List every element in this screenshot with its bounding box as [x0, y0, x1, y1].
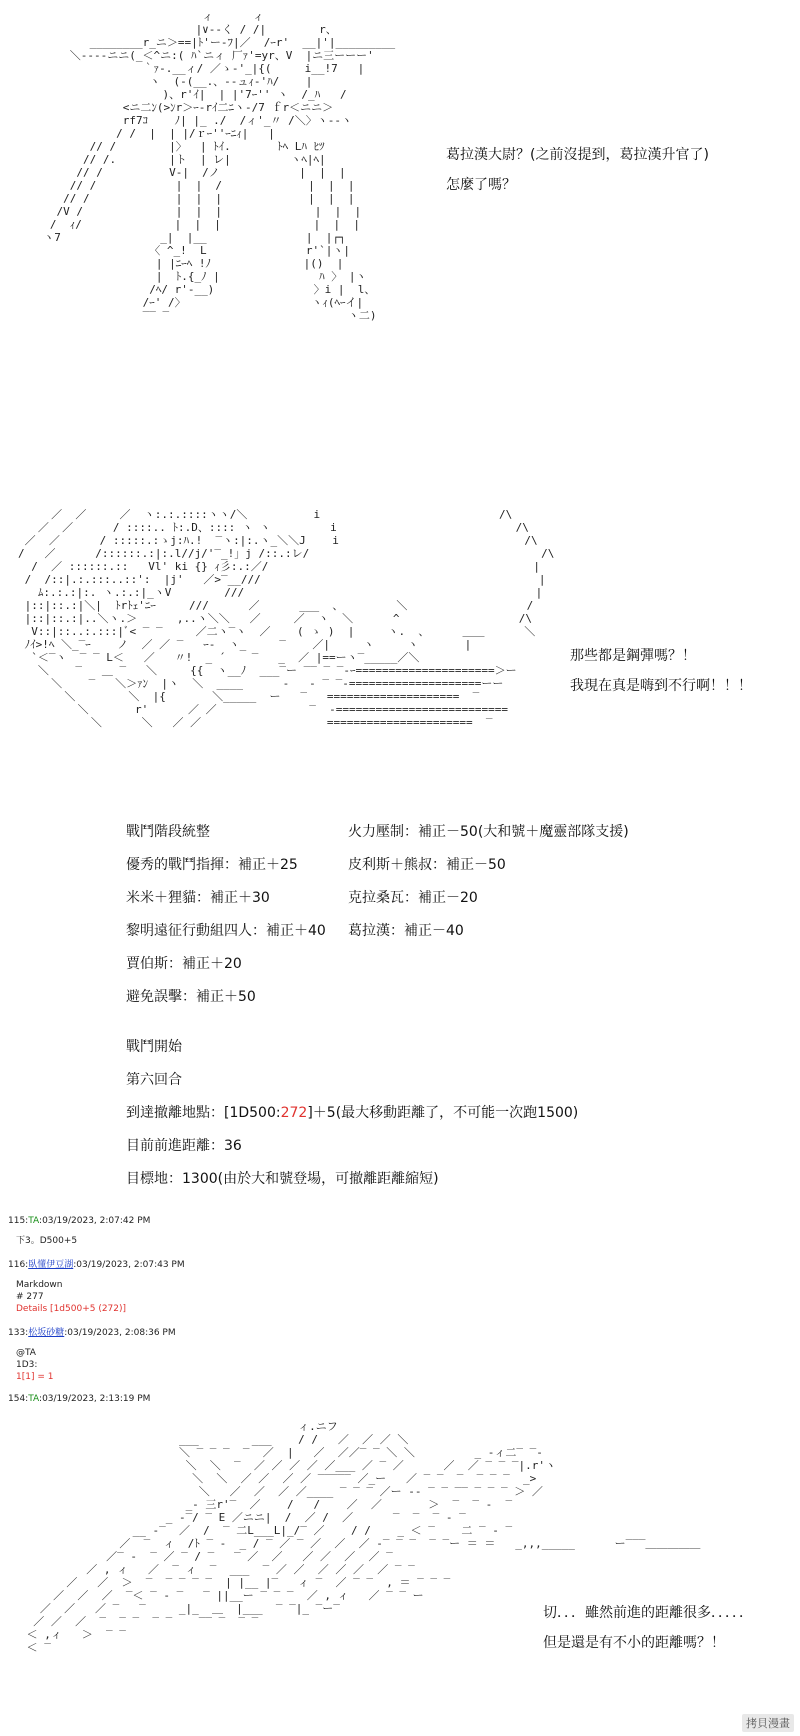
panel3-dialog: [543, 1598, 753, 1658]
battle-summary-title: 戰鬥階段統整: [126, 824, 210, 840]
move-suffix: ]＋5(最大移動距離了，不可能一次跑1500): [307, 1105, 579, 1121]
post-body: [16, 1279, 185, 1315]
battle-summary-right: [348, 816, 629, 948]
post-line: # 277: [16, 1292, 44, 1302]
bonus-line: 避免誤擊：補正＋50: [126, 989, 256, 1005]
dialog-line: 我現在真是嗨到不行啊！！！: [570, 678, 752, 694]
post-header: [8, 1215, 150, 1227]
bonus-line: 賈伯斯：補正＋20: [126, 956, 242, 972]
battle-status: [126, 1031, 578, 1196]
post-date: :03/19/2023, 2:13:19 PM: [39, 1394, 151, 1404]
post-116: [8, 1259, 185, 1315]
penalty-line: 克拉桑瓦：補正－20: [348, 890, 478, 906]
post-number: 133:: [8, 1328, 29, 1338]
distance-line: 目前前進距離：36: [126, 1138, 242, 1154]
post-number: 116:: [8, 1260, 29, 1270]
battle-summary-left: [126, 816, 326, 1014]
penalty-line: 皮利斯＋熊叔：補正－50: [348, 857, 506, 873]
post-133: [8, 1327, 176, 1383]
watermark: 拷貝漫畫: [742, 1714, 794, 1732]
post-header: [8, 1259, 185, 1271]
ascii-art-missile-scene: ／ ／ ／ ヽ:.:.::::ヽヽ/＼ i /\ ／ ／ / ::::.. ﾄ:.D、:::: ヽ ヽ i /\ ／ ／ / :::::.:ゝj:ﾊ.! ‾ヽ:|:.ヽ_＼＼J i /\ / ／ /::::::.:|:.l//j/'‾_!」j /::.:レ/ /\ / ／ ::::::.:: Vl' ki {} ｨ彡:.:／/ | / /::|.:.:::..::': |j' ／>‾__/// | ﾑ:.:.:|:. ヽ.:.:|_ヽV /// | |::|::.:|＼| ﾄrﾄｪ'ﾆｰ /// ／ ___ 、 ＼ / |::|::.:|..＼ヽ.＞ ,..ヽ＼＼ ／ ／ ヽ ＼ ^ /\ V::|::..:.:::|ﾞ< ‾ ‾ ／二ヽ‾ヽ ／ ( ゝ ) | ヽ. 、 ＿＿ ＼ ﾉｲ>!ﾍ ＼_‾ｰ ノ ／ ／ ‾ ｰ- ヽ_ ‾ ／| ヽ ヽ | `＜‾ヽ ‾ ‾ L＜ ／ 〃! _ ´ ‾ _ ／ |==ーヽ‾_____／＼ ＼ ‾ ＿ ‾ ＼ {{ ヽ__ﾉ ___‾ー ‾‾ ‾ ‾-ｰ=====================＞ー ＼ ‾ ＼＞ｧﾝ |ヽ ＼ ____ - - ‾ ‾-====================ーー ＼ ＼ |{ ＼_____ ー ‾ ==================== ‾ ＼ r' ／ ／ ‾ -========================== ＼ ＼ ／ ／ ====================== ‾: [18, 508, 555, 729]
post-line: Markdown: [16, 1280, 63, 1290]
post-header: [8, 1327, 176, 1339]
post-author-link[interactable]: 臥懂伊豆湖: [28, 1260, 74, 1270]
battle-start: 戰鬥開始: [126, 1039, 182, 1055]
post-date: :03/19/2023, 2:08:36 PM: [64, 1328, 176, 1338]
dialog-line: 那些都是鋼彈嗎？！: [570, 648, 696, 664]
bonus-line: 米米＋狸貓：補正＋30: [126, 890, 270, 906]
move-roll-line: [126, 1097, 578, 1130]
post-author-link[interactable]: 松坂砂糖: [28, 1328, 65, 1338]
dice-result: 1[1] = 1: [16, 1372, 54, 1382]
dialog-line: 葛拉漢大尉？(之前沒提到，葛拉漢升官了): [446, 147, 709, 163]
post-115: [8, 1215, 150, 1247]
round-label: 第六回合: [126, 1072, 182, 1088]
post-number: 154:: [8, 1394, 29, 1404]
post-date: :03/19/2023, 2:07:42 PM: [39, 1216, 151, 1226]
post-body: [16, 1235, 150, 1247]
post-number: 115:: [8, 1216, 29, 1226]
bonus-line: 優秀的戰鬥指揮：補正＋25: [126, 857, 298, 873]
post-line: @TA: [16, 1348, 36, 1358]
bonus-line: 黎明遠征行動組四人：補正＋40: [126, 923, 326, 939]
post-date: :03/19/2023, 2:07:43 PM: [73, 1260, 185, 1270]
post-author: TA: [28, 1394, 40, 1404]
panel2-dialog: [570, 641, 752, 701]
post-body: [16, 1347, 176, 1383]
post-154: [8, 1393, 150, 1405]
panel1-dialog: [446, 140, 709, 200]
post-author: TA: [28, 1216, 40, 1226]
dialog-line: 怎麼了嗎？: [446, 177, 516, 193]
post-header: [8, 1393, 150, 1405]
post-line: 下3。D500+5: [16, 1236, 78, 1246]
dialog-line: 切．．．雖然前進的距離很多．．．．．: [543, 1605, 753, 1621]
penalty-line: 葛拉漢：補正－40: [348, 923, 464, 939]
penalty-line: 火力壓制：補正－50(大和號＋魔靈部隊支援): [348, 824, 629, 840]
target-line: 目標地：1300(由於大和號登場，可撤離距離縮短): [126, 1171, 439, 1187]
ascii-art-jet: ィ.ニフ ___ ___ / / ／ ／ ／ ＼ ＼ ‾ ‾ ‾ ‾ ／ | ／ ／／‾ ‾ ＼ ＼ _ -ィ二‾ ‾- ＼ ＼ ‾ ／ ／ ／ ／ ／___ ／ ‾ ／ ／ ／ ‾ ‾ ‾|.r'ヽ ＼ ＼ ／ ／ ／ ／ ‾‾‾‾‾ ／_ー ／ ‾ ‾ ‾ ‾ ‾ ‾ _> ＼ ／ ／ ／ ／____ ‾ ‾ ‾ ／ー -- ‾ ‾ ‾‾ ‾ ‾ ‾ ＞ ／ _- 三r'‾ ／ / / ／ ／ ＞ ‾ ‾ - ‾ _ -‾/ ‾ E ／ニニ| / ／ / ／ ‾ ‾ ‾ - ‾ __ -‾ ／ / ‾ 二L___L|_/‾ ／ / / _ ＜ ‾ 二 ‾ - ‾ ／ ‾ ィ /ﾄ ‾ - _ / ‾ ／ ‾ ／ ／ ／ -‾ ‾ ‾ ‾ ‾ー ＝ ＝ _,,,_____ ー‾‾‾＿＿＿＿＿ ／‾ - ‾ ／ ‾ / ‾ ‾ ／ ／ ／ ／ ／ ／ ‾ ／ , ィ ／ ‾ ィ ‾ ___ ‾ ／ ／ ／ ／ ／ ／ ‾ ‾ ／ ／ ＞ ‾ ‾ ‾ ‾ ‾ | |__ |‾ ィ ‾ ／ ‾ ‾ , ＝ ‾ ‾ ‾ ／ ／ ／ ‾＜ ‾ - ‾ ‾ ||__ー ‾ ‾ ‾ ／ , ィ ／ ‾ ‾ ー ／ ／ ／ ‾ ‾ _|_ ＿ |___ ‾ ‾|_ ‾ー‾ ／ ／ ／ ‾ ‾ ‾ ‾ ‾ ‾‾ ‾ ‾ ‾ ＜ ,ィ ＞ ‾ ‾ ＜ ‾: [26, 1420, 701, 1654]
move-roll-value: 272: [280, 1105, 308, 1121]
dialog-line: 但是還是有不小的距離嗎？！: [543, 1635, 725, 1651]
dice-result: Details [1d500+5 (272)]: [16, 1304, 127, 1314]
move-prefix: 到達撤離地點：[1D500:: [126, 1105, 281, 1121]
post-line: 1D3:: [16, 1360, 38, 1370]
ascii-art-mech: ィ ィ |∨--く / /| r、 ________r_ニ＞==|ﾄ'ー-ﾌ|／ /ｰr' __|'|_________ ＼----ニニ(_＜^ニ:( ﾊ`ニィ 厂ｧ'=yr、V |ニ三ーーー' ｀ｧ-.__ィ/ ／ゝ-'_|{( i__!7 | ヽ (-(__.、--ュｨ-'ﾊ/ | )、r'ｲ| | |'7ｰ'' ヽ /_ﾊ / <ニ二ﾝ(>ﾝr＞ｰ-rｲ二ﾆヽ-/7 ｆr＜ニニ＞ rf7ｺ ﾉ| |_ ./ /ィ'_〃 /＼〉ヽ--ヽ / / | | |/ｒｰ''ｰﾆｨ| | // / |〉 | ﾄｲ. ﾄﾍ Lﾊ ﾋﾂ // /. |ト | レ| ヽﾍ|ﾍ| // / V-| /ノ | | | // / | | / | | | // / | | | | | | /V / | | | | | | / ｨ/ | | | | | | ヽ7 _| |__ | |┌┐ 〈 ^_! L r'`|ヽ| | |ﾆｰﾍ !ﾉ |() | | ﾄ.{_ﾉ | ﾊ 〉 |ヽ /ﾍ/ r'-__) 〉i | l、 /ｰ' /〉 ヽｨ(ﾍｰイ| ‾‾ ‾ ヽ二): [43, 10, 396, 322]
